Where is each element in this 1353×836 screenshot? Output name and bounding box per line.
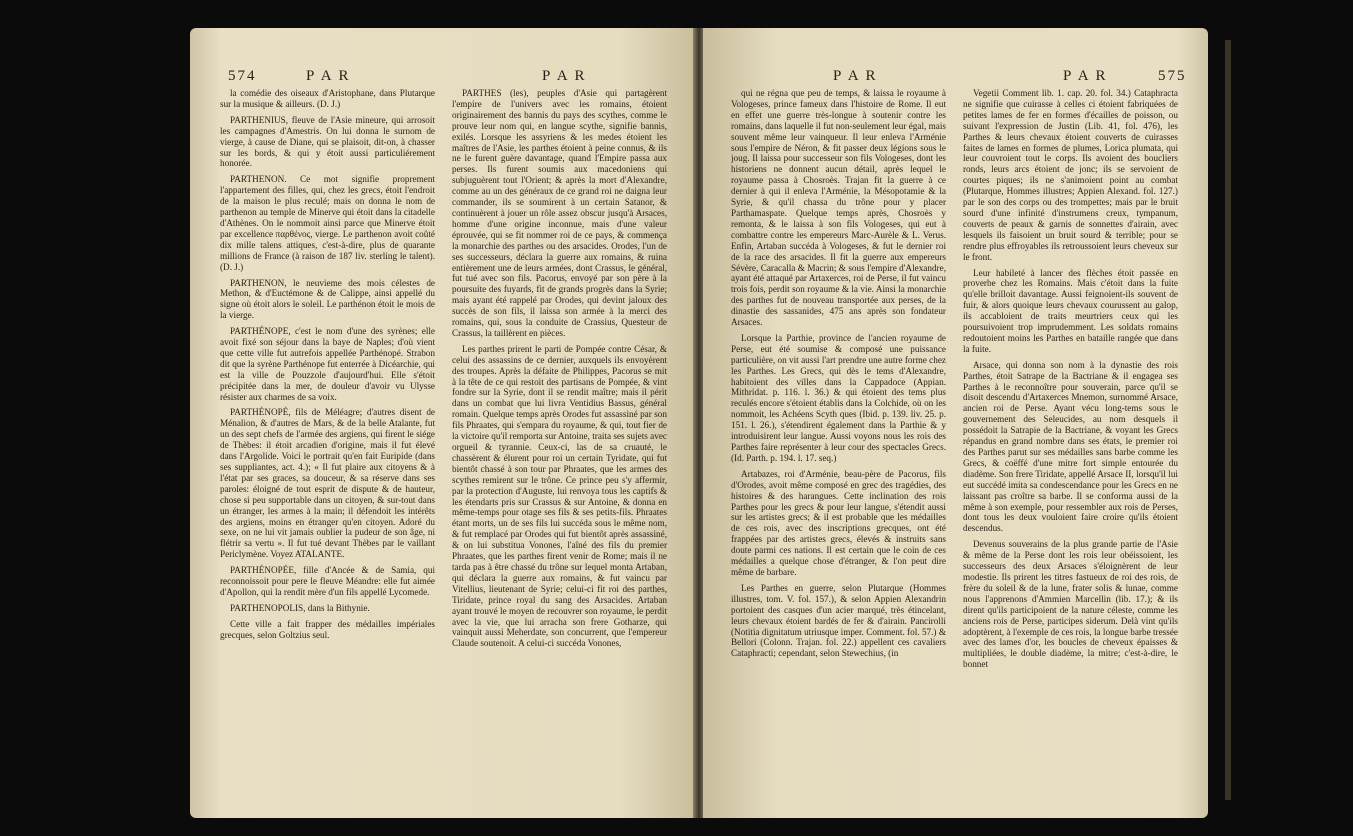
page-number-left: 574 <box>228 68 257 84</box>
paragraph: Lorsque la Parthie, province de l'ancien royaume de Perse, eut été soumise & composé une puissance particulière, on vit aussi l'art prendre une autre forme chez les Parthes. Les Grecs, qui dès le tems d'Alexandre, habitoient des villes dans la Cappadoce (Appian. Mithridat. p. 116. l. 36.) & qui étoient des tems plus reculés encore s'étoient établis dans la Colchide, où on les nommoit, les Achéens Scyth ques (Ibid. p. 139. liv. 25. p. 151. l. 26.), s'étendirent également dans la Parthie & y introduisirent leur langue. Aussi voyons nous les rois des Parthes faire représenter à leur cour des spectacles Grecs. (Id. Parth. p. 194. l. 17. seq.) <box>731 332 946 463</box>
running-head-right <box>703 68 1208 90</box>
heading-left-b: P A R <box>542 68 587 84</box>
left-column-b <box>452 88 667 800</box>
right-column-a <box>731 88 946 800</box>
paragraph: PARTHENIUS, fleuve de l'Asie mineure, qui arrosoit les campagnes d'Amestris. On lui donna le surnom de vierge, à cause de Diane, qui se plaisoit, dit-on, à chasser sur les bords, & qui y étoit aussi particuliérement honorée. <box>220 114 435 169</box>
left-page-columns <box>220 88 667 800</box>
page-number-right: 575 <box>1158 68 1187 84</box>
running-head-left <box>190 68 695 90</box>
paragraph: Les parthes prirent le parti de Pompée contre César, & celui des assassins de ce dernier, auxquels ils envoyèrent des troupes. Après la défaite de Philippes, Pacorus se mit à la tête de ce qui restoit des partisans de Pompée, & vint fondre sur la Syrie, dont il se rendit maître; mais il périt dans un combat que lui livra Ventidius Bassus, général romain. Quelque temps après Orodes fut assassiné par son fils Phraates, qui s'empara du royaume, & qui, tout fier de la victoire qu'il remporta sur Antoine, traita ses sujets avec orgueil & tyrannie. Ceux-ci, las de sa cruauté, le chassèrent & élurent pour roi un certain Tyridate, qui fut bientôt chassé à son tour par Phraates, que les armes des scythes remirent sur le trône. Ce prince peu s'y affermir, par la protection d'Auguste, lui renvoya tous les captifs & les étendarts pris sur Crassus & sur Antoine, & donna en même-temps pour otage ses fils & ses petits-fils. Phraates étant morts, un de ses fils lui succéda sous le même nom, & fut remplacé par Orodes qui fut bientôt après assassiné, & on lui substitua Vonones, l'aîné des fils du premier Phraates, que les parthes firent venir de Rome; mais il ne tarda pas à être chassé du trône sur lequel monta Artaban, qui déclara la guerre aux romains, & fut vaincu par Vitellius, lieutenant de Syrie; celui-ci fit roi des parthes, Tiridate, prince royal du sang des Arsacides. Artaban ayant trouvé le moyen de recouvrer son royaume, le perdit avec la vie, que lui arracha son frere Gotharze, qui vainquit aussi Meherdate, son concurrent, que l'empereur Claude soutenoit. A celui-ci succéda Vonones, <box>452 343 667 649</box>
paragraph: PARTHENOPOLIS, dans la Bithynie. <box>230 602 370 613</box>
left-page <box>190 28 695 818</box>
open-book <box>190 28 1210 818</box>
right-page-columns <box>731 88 1178 800</box>
paragraph: Vegetii Comment lib. 1. cap. 20. fol. 34.) Cataphracta ne signifie que cuirasse à celles ci étoient fabriquées de petites lames de fer en formes d'écailles de poisson, ou suivant l'expression de Justin (Lib. 41, fol. 476), les Parthes & leurs chevaux étoient couverts de cuirasses faites de lames en formes de plumes, Lorica plumata, qui leur couvroient tout le corps. Ils avoient des boucliers ronds, leurs arcs étoient de jonc; ils se servoient de courtes piques; ils ne s'animoient point au combat (Plutarque, Hommes illustres; Appien Alexand. fol. 127.) par le son des corps ou des trompettes; mais par le bruit sourd d'une infinité d'instrumens creux, tympanum, couverts de peaux & garnis de sonnettes d'airain, avec lesquels ils faisoient un bruit sourd & terrible; pour se rendre plus effroyables ils retroussoient leurs cheveux sur le front. <box>963 88 1178 262</box>
paragraph: Leur habileté à lancer des flèches étoit passée en proverbe chez les Romains. Mais c'étoit dans la fuite qu'elle brilloit davantage. Aussi feignoient-ils souvent de fuir, & alors quoique leurs chevaux courussent au galop, ils accabloient de traits meurtriers ceux qui les poursuivoient trop imprudemment. Les soldats romains redoutoient moins les Parthes en bataille rangée que dans la fuite. <box>963 267 1178 354</box>
right-column-b <box>963 88 1178 800</box>
paragraph: Devenus souverains de la plus grande partie de l'Asie & même de la Perse dont les rois leur obéissoient, les successeurs des deux Arsaces s'éloignèrent de leur modestie. Ils prirent les titres fastueux de roi des rois, de frère du soleil & de la lune, frater solis & lunae, comme nous l'apprenons d'Ammien Marcellin (lib. 17.); & ils dirent qu'ils participoient de la nature céleste, comme les anciens rois de Perse, participes siderum. Delà vint qu'ils adoptèrent, à l'exemple de ces rois, la longue barbe tressée avec des lames d'or, les boucles de cheveux épaisses & multipliées, le double diadème, la mitre; c'est-à-dire, le bonnet <box>963 539 1178 670</box>
paragraph: PARTHÉNOPÉE, fille d'Ancée & de Samia, qui reconnoissoit pour pere le fleuve Méandre: elle fut aimée d'Apollon, qui la rendit mère d'un fils appellé Lycomede. <box>220 565 435 597</box>
paragraph: Artabazes, roi d'Arménie, beau-père de Pacorus, fils d'Orodes, avoit même composé en grec des tragédies, des histoires & des harangues. Cette inclination des rois Parthes pour les grecs & pour leur langue, s'étendit aussi sur les artistes grecs; & il est probable que les médailles de ces rois, avec des inscriptions grecques, ont été frappées par des artistes grecs, élevés & instruits sans doute parmi ces nations. Il est certain que le coin de ces médailles a quelque chose d'étranger, & l'on peut dire même de barbare. <box>731 468 946 577</box>
paragraph: PARTHES (les), peuples d'Asie qui partagèrent l'empire de l'univers avec les romains, étoient originairement des bannis du pays des scythes, comme le prouve leur nom qui, en langue scythe, signifie bannis, exilés. Lorsque les assyriens & les medes étoient les maîtres de l'Asie, les parthes étoient à peine connus, & ils ne le furent guère davantage, quand l'Empire passa aux perses. Ils furent soumis aux macedoniens qui subjuguèrent tout l'Orient; & après la mort d'Alexandre, comme au un des généraux de ce grand roi ne daigna leur commander, ils se soumirent à un certain Satanor, & continuèrent à jouer un rôle assez obscur jusqu'à Arsaces, homme d'une origine inconnue, mais d'une valeur éprouvée, qui se fit nommer roi de ce pays, & commença la monarchie des parthes ou des arsacides. Orodes, l'un de ses successeurs, déclara la guerre aux romains, & ruina entièrement une de leurs armées, dont Crassus, le général, fut tué avec son fils. Pacorus, envoyé par son père à la poursuite des fuyards, fit de grands progrès dans la Syrie; mais ayant été rappelé par Orodes, qui devint jaloux des succès de son fils, il laissa son armée à la merci des romains, qui, sous la conduite de Crassius, Questeur de Crassus, la taillèrent en pièces. <box>452 88 667 338</box>
heading-right-b: P A R <box>1063 68 1108 84</box>
right-page <box>703 28 1208 818</box>
paragraph: la comédie des oiseaux d'Aristophane, dans Plutarque sur la musique & ailleurs. (D. J.) <box>220 88 435 109</box>
heading-right-a: P A R <box>833 68 878 84</box>
left-column-a <box>220 88 435 800</box>
paragraph: Arsace, qui donna son nom à la dynastie des rois Parthes, étoit Satrape de la Bactriane & il engagea ses Parthes à le reconnoître pour souverain, parce qu'il se disoit descendu d'Artaxerces Mnemon, surnommé Arsace, ancien roi de Perse. Ayant vécu long-tems sous le gouvernement des Seleucides, au nom desquels il possédoit la Satrapie de la Bactriane, & voyant les Grecs répandus en grand nombre dans ses états, le premier roi des Parthes parut sur ses médailles sans barbe comme les Grecs, & coëffé d'une mitre fort simple entourée du diadème. Son frere Tiridate, appellé Arsace II, lorsqu'il lui eut succédé imita sa condescendance pour les Grecs en ne laissant pas croître sa barbe. Il se conforma aussi de la même à son exemple, pour ressembler aux rois de Perses, dont tous les deux vouloient faire croire qu'ils étoient descendus. <box>963 359 1178 534</box>
paragraph: PARTHÉNOPE, c'est le nom d'une des syrènes; elle avoit fixé son séjour dans la baye de Naples; d'où vient que cette ville fut autrefois appellée Parthénopé. Strabon dit que la syrène Parthénope fut enterrée à Dicéarchie, qui est la ville de Pouzzole d'aujourd'hui. Elle s'étoit précipitée dans la mer, de douleur d'avoir vu Ulysse résister aux charmes de sa voix. <box>220 326 435 402</box>
paragraph: qui ne régna que peu de temps, & laissa le royaume à Vologeses, prince fameux dans l'histoire de Rome. Il eut en effet une guerre très-longue à soutenir contre les romains, dans laquelle il fut non-seulement leur égal, mais souvent même leur vainqueur. Il leur enleva l'Arménie sous l'empire de Néron, & fit passer deux légions sous le joug. Il laissa pour successeur son fils Vologeses, dont les historiens ne donnent aucun détail, après lequel le royaume passa à Chosroès. Trajan fit la guerre à ce dernier à qui il enleva l'Arménie, la Mésopotamie & la Syrie, & qu'il chassa du trône pour y placer Parthamaspate. Quelque temps après, Chosroès y remonta, & le laissa à son fils Vologeses, qui eut à combattre contre les empereurs Marc-Aurèle & L. Verus. Enfin, Artaban succéda à Vologeses, & fut le dernier roi de la race des arsacides. Il fit la guerre aux empereurs Sévère, Caracalla & Macrin; & sous l'empire d'Alexandre, ayant été attaqué par Artaxerces, roi de Perse, il fut vaincu trois fois, perdit son royaume & la vie. Ainsi la monarchie des parthes fut de nouveau transportée aux perses, de la dinastie des sassanides, 475 ans après son fondateur Arsaces. <box>731 88 946 328</box>
paragraph: Les Parthes en guerre, selon Plutarque (Hommes illustres, tom. V. fol. 157.), & selon Appien Alexandrin portoient des casques d'un acier marqué, très étincelant, leurs chevaux étoient bardés de fer & d'airain. Pancirolli (Notitia dignitatum utriusque imper. Comment. fol. 57.) & Bellori (Colonn. Trajan. fol. 22.) appellent ces cavaliers Cataphracti; cependant, selon Stewechius, (in <box>731 582 946 659</box>
heading-left-a: P A R <box>306 68 351 84</box>
page-edge-strip <box>1225 40 1231 800</box>
paragraph: PARTHENON, le neuvieme des mois célestes de Methon, & d'Euctémone & de Calippe, ainsi appellé du signe où étoit alors le soleil. Le parthénon étoit le mois de la vierge. <box>220 277 435 321</box>
paragraph: Cette ville a fait frapper des médailles impériales grecques, selon Goltzius seul. <box>220 618 435 640</box>
paragraph: PARTHENON. Ce mot signifie proprement l'appartement des filles, qui, chez les grecs, étoit l'endroit de la maison le plus reculé; mais on donna le nom de parthenon au temple de Minerve qui étoit dans la citadelle d'Athènes. On le nommoit ainsi parce que Minerve étoit par excellence παρθένος, vierge. Le parthenon avoit coûté dix mille talens attiques, c'est-à-dire, plus de quarante millions de France (à raison de 187 liv. sterling le talent). (D. J.) <box>220 174 435 272</box>
paragraph: PARTHÉNOPÉ, fils de Méléagre; d'autres disent de Ménalion, & d'autres de Mars, & de la belle Atalante, fut un des sept chefs de l'armée des argiens, qui firent le siége de Thèbes: il étoit arcadien d'origine, mais il fut élevé dans l'Argolide. Voici le portrait qu'en fait Euripide (dans ses suppliantes, act. 4.); « Il fut plaire aux citoyens & à l'état par ses graces, sa douceur, & sa réserve dans ses paroles: éloigné de tout esprit de dispute & de hauteur, chose si peu supportable dans un citoyen, & sur-tout dans un étranger, les armes à la main; il défendoit les intérêts des argiens, moins en étranger qu'en citoyen. Adoré du sexe, on ne lui vit jamais oublier la pudeur de son âge, ni flétrir sa vertu ». Il fut tué devant Thèbes par le vaillant Periclymène. Voyez ATALANTE. <box>220 407 435 560</box>
